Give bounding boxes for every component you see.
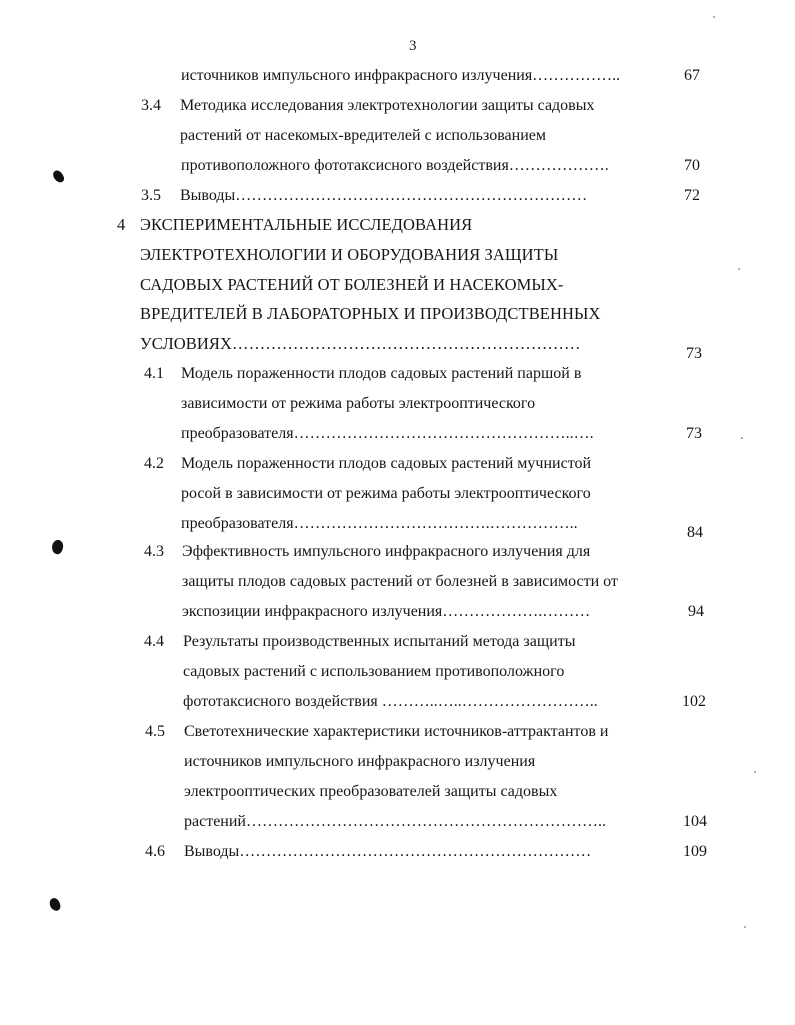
- toc-section-number: 4.6: [145, 843, 165, 860]
- toc-line: противоположного фототаксисного воздействия……………….: [181, 157, 609, 174]
- toc-line: растений от насекомых-вредителей с использованием: [180, 127, 546, 144]
- scan-blot: [50, 539, 65, 556]
- toc-chapter-title: САДОВЫХ РАСТЕНИЙ ОТ БОЛЕЗНЕЙ И НАСЕКОМЫХ-: [140, 275, 564, 294]
- toc-line: Результаты производственных испытаний метода защиты: [183, 633, 576, 650]
- toc-line: фототаксисного воздействия ………..…..……………………..: [183, 693, 598, 710]
- toc-line: садовых растений с использованием противоположного: [183, 663, 565, 680]
- toc-chapter-title: ЭЛЕКТРОТЕХНОЛОГИИ И ОБОРУДОВАНИЯ ЗАЩИТЫ: [140, 245, 559, 264]
- toc-page-ref: 67: [684, 67, 700, 84]
- toc-chapter-title: УСЛОВИЯХ………………………………………………………: [140, 334, 581, 353]
- toc-chapter-title: ЭКСПЕРИМЕНТАЛЬНЫЕ ИССЛЕДОВАНИЯ: [140, 215, 473, 234]
- toc-line: зависимости от режима работы электрооптического: [181, 395, 536, 412]
- scan-speck: [738, 268, 740, 270]
- scan-blot: [51, 169, 65, 185]
- toc-line: источников импульсного инфракрасного излучения……………..: [181, 67, 621, 84]
- scan-speck: [754, 771, 756, 773]
- toc-line: росой в зависимости от режима работы электрооптического: [181, 485, 591, 502]
- scan-speck: [741, 437, 743, 439]
- toc-line: Модель пораженности плодов садовых растений паршой в: [181, 365, 582, 382]
- toc-line: Выводы…………………………………………………………: [180, 187, 588, 204]
- toc-line: преобразователя……………………………………………..….: [181, 425, 594, 442]
- scan-speck: [713, 16, 715, 18]
- toc-chapter-title: ВРЕДИТЕЛЕЙ В ЛАБОРАТОРНЫХ И ПРОИЗВОДСТВЕННЫХ: [140, 304, 601, 323]
- page-number: 3: [409, 38, 417, 54]
- toc-line: преобразователя……………………………….……………..: [181, 515, 578, 532]
- toc-section-number: 4.1: [144, 365, 164, 382]
- toc-page-ref: 73: [686, 345, 702, 362]
- toc-page-ref: 70: [684, 157, 700, 174]
- toc-line: экспозиции инфракрасного излучения……………….………: [182, 603, 591, 620]
- toc-section-number: 4.5: [145, 723, 165, 740]
- toc-page-ref: 102: [682, 693, 706, 710]
- toc-section-number: 3.5: [141, 187, 161, 204]
- toc-page-ref: 84: [687, 524, 703, 541]
- toc-page-ref: 94: [688, 603, 704, 620]
- toc-line: растений…………………………………………………………..: [184, 813, 606, 830]
- toc-line: Модель пораженности плодов садовых растений мучнистой: [181, 455, 592, 472]
- toc-page-ref: 109: [683, 843, 707, 860]
- scan-speck: [744, 926, 746, 928]
- toc-chapter-number: 4: [117, 215, 126, 234]
- toc-page-ref: 72: [684, 187, 700, 204]
- scan-blot: [48, 897, 61, 912]
- toc-line: Выводы…………………………………………………………: [184, 843, 592, 860]
- toc-page-ref: 73: [686, 425, 702, 442]
- toc-line: источников импульсного инфракрасного излучения: [184, 753, 536, 770]
- toc-line: Методика исследования электротехнологии защиты садовых: [180, 97, 595, 114]
- toc-page-ref: 104: [683, 813, 707, 830]
- toc-section-number: 4.3: [144, 543, 164, 560]
- toc-line: электрооптических преобразователей защиты садовых: [184, 783, 558, 800]
- toc-section-number: 4.4: [144, 633, 164, 650]
- toc-section-number: 4.2: [144, 455, 164, 472]
- toc-line: Эффективность импульсного инфракрасного излучения для: [182, 543, 591, 560]
- toc-line: защиты плодов садовых растений от болезней в зависимости от: [182, 573, 618, 590]
- toc-section-number: 3.4: [141, 97, 161, 114]
- toc-line: Светотехнические характеристики источников-аттрактантов и: [184, 723, 609, 740]
